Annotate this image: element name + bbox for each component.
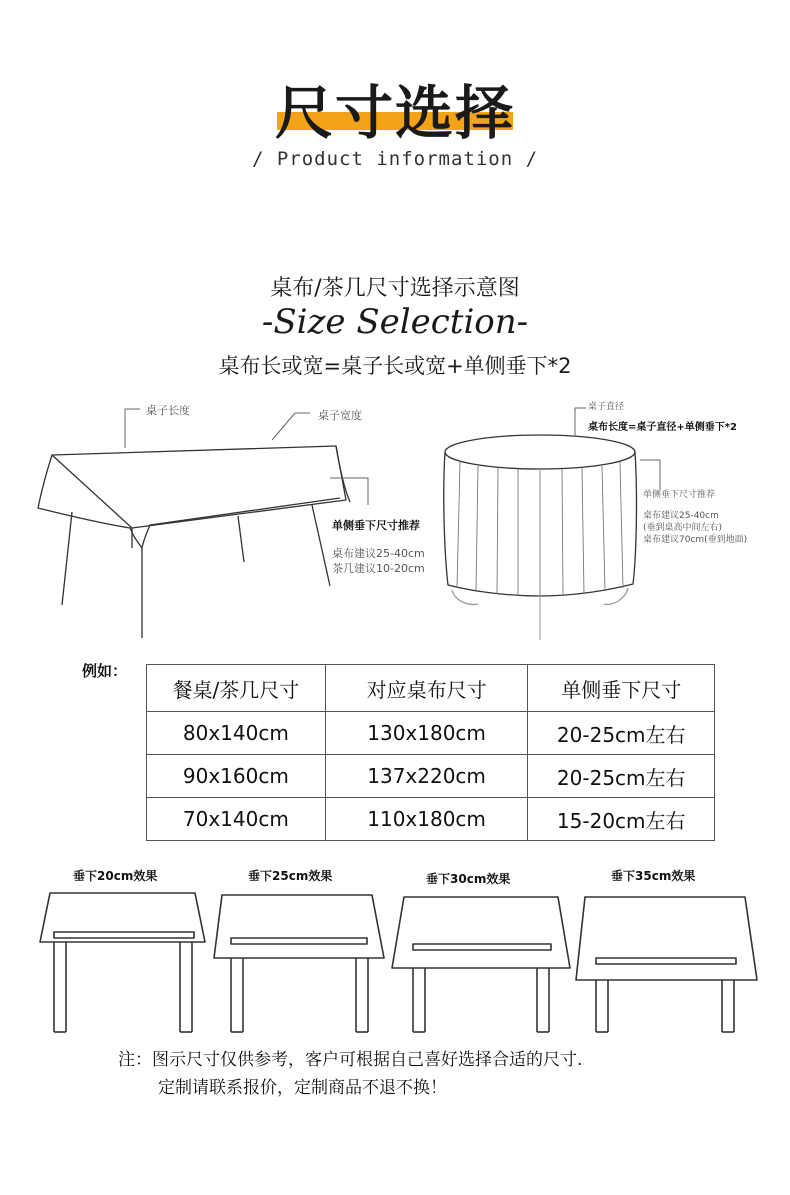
table-cell: 137x220cm: [325, 755, 528, 798]
round-drop-title: 单侧垂下尺寸推荐: [643, 490, 716, 500]
table-header-cell: 单侧垂下尺寸: [528, 665, 715, 712]
page-title: 尺寸选择: [274, 79, 515, 147]
round-table-illustration: [444, 408, 660, 640]
effect-caption-25cm: 垂下25cm效果: [248, 869, 333, 883]
round-drop-advice-1: 桌布建议25-40cm: [643, 511, 719, 521]
table-cell: 20-25cm左右: [528, 712, 715, 755]
table-width-label: 桌子宽度: [318, 409, 362, 422]
table-diameter-label: 桌子直径: [588, 402, 625, 412]
table-row: [147, 712, 715, 755]
effect-caption-35cm: 垂下35cm效果: [611, 869, 696, 883]
diagram-heading: 桌布/茶几尺寸选择示意图: [270, 276, 520, 301]
table-cell: 15-20cm左右: [528, 798, 715, 841]
script-title: -Size Selection-: [261, 302, 529, 342]
effect-table-30cm: [392, 897, 570, 1032]
table-length-label: 桌子长度: [146, 404, 190, 417]
drop-tablecloth-advice: 桌布建议25-40cm: [332, 547, 425, 560]
table-header-row: [147, 665, 715, 712]
effect-caption-30cm: 垂下30cm效果: [426, 872, 511, 886]
table-cell: 80x140cm: [147, 712, 326, 755]
effect-table-35cm: [576, 897, 757, 1032]
effect-table-20cm: [40, 893, 205, 1032]
table-cell: 110x180cm: [325, 798, 528, 841]
effect-caption-20cm: 垂下20cm效果: [73, 869, 158, 883]
page-subtitle: / Product information /: [251, 148, 539, 170]
table-cell: 90x160cm: [147, 755, 326, 798]
example-label: 例如：: [82, 662, 128, 680]
table-row: [147, 755, 715, 798]
effect-table-25cm: [214, 895, 384, 1032]
note-line-1: 注：图示尺寸仅供参考，客户可根据自己喜好选择合适的尺寸.: [118, 1050, 583, 1070]
table-row: [147, 798, 715, 841]
round-formula-label: 桌布长度=桌子直径+单侧垂下*2: [588, 422, 737, 433]
rectangular-table-illustration: [38, 409, 368, 638]
table-cell: 20-25cm左右: [528, 755, 715, 798]
note-line-2: 定制请联系报价，定制商品不退不换！: [158, 1078, 447, 1098]
drop-coffee-table-advice: 茶几建议10-20cm: [332, 562, 425, 575]
size-table: [146, 664, 715, 841]
round-drop-advice-2: (垂到桌高中间左右): [643, 523, 723, 533]
drop-recommend-title: 单侧垂下尺寸推荐: [332, 519, 420, 532]
round-drop-advice-3: 桌布建议70cm(垂到地面): [643, 535, 748, 545]
disclaimer-note: [118, 1046, 582, 1102]
table-cell: 70x140cm: [147, 798, 326, 841]
size-formula: 桌布长或宽=桌子长或宽+单侧垂下*2: [218, 354, 572, 378]
table-header-cell: 对应桌布尺寸: [325, 665, 528, 712]
table-header-cell: 餐桌/茶几尺寸: [147, 665, 326, 712]
table-cell: 130x180cm: [325, 712, 528, 755]
